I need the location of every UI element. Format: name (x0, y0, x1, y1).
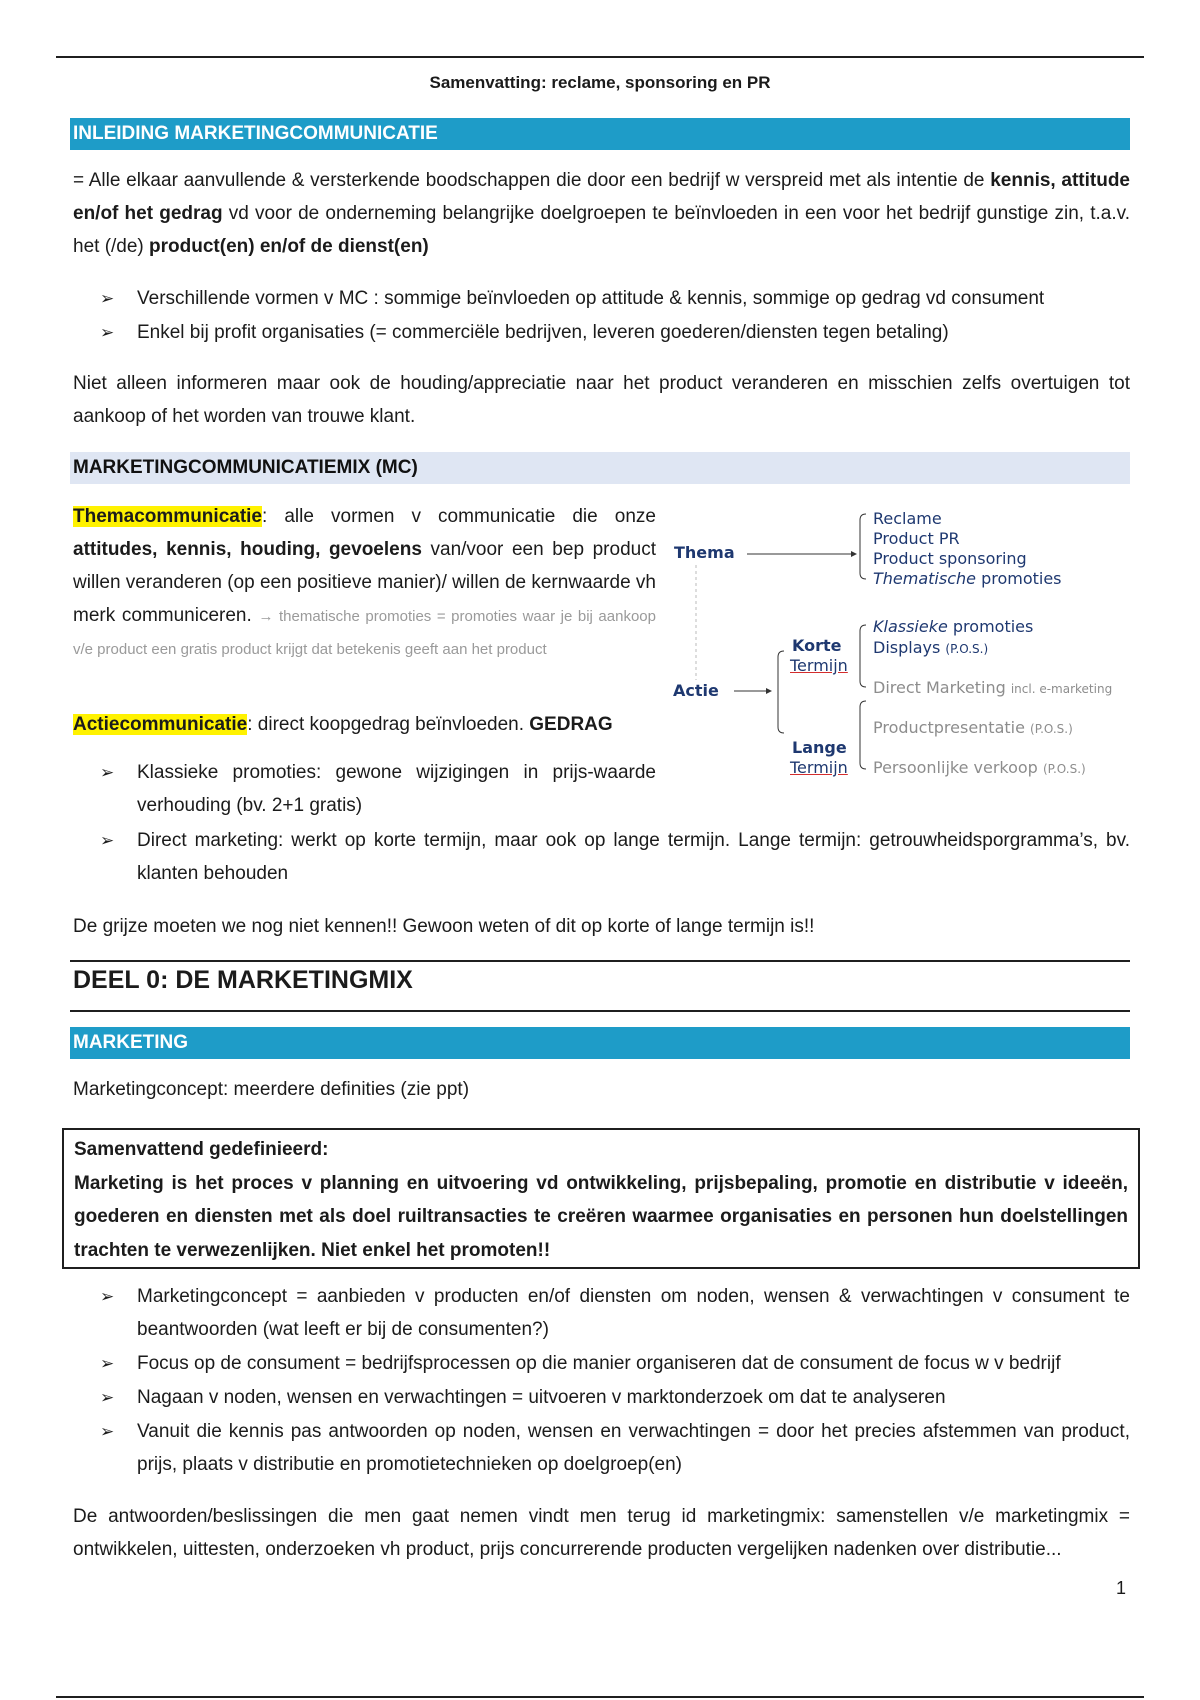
diagram-item-reclame: Reclame (873, 509, 942, 528)
list-item: ➢ Klassieke promoties: gewone wijzigingen in prijs-waarde verhouding (bv. 2+1 gratis) (100, 756, 656, 822)
top-rule (56, 56, 1144, 58)
list-item: ➢ Marketingconcept = aanbieden v producten en/of diensten om noden, wensen & verwachtingen v consument te beantwoorden (wat leeft er bij de consumenten?) (100, 1280, 1130, 1346)
definition-box-text: Marketing is het proces v planning en uitvoering vd ontwikkeling, prijsbepaling, promotie en distributie v ideeën, goederen en diensten met als doel ruiltransacties te creëren waarmee organisaties en personen hun doelstellingen trachten te verwezenlijken. Niet enkel het promoten!! (74, 1172, 1128, 1261)
arrowhead-bullet-icon: ➢ (100, 1354, 115, 1373)
section-heading-mc-mix: MARKETINGCOMMUNICATIEMIX (MC) (70, 452, 1130, 484)
part-rule-bottom (70, 1010, 1130, 1012)
definition-paragraph (73, 164, 1130, 263)
diagram-item-klassieke-promoties: Klassieke promoties (873, 617, 1034, 636)
part-title: DEEL 0: DE MARKETINGMIX (73, 966, 413, 994)
marketing-bullet-list (100, 1280, 1130, 1482)
actie-bullet-list-1 (100, 756, 656, 823)
list-item: ➢ Enkel bij profit organisaties (= commerciële bedrijven, leveren goederen/diensten tegen betaling) (100, 316, 1130, 349)
arrowhead-bullet-icon: ➢ (100, 1287, 115, 1306)
diagram-item-direct-marketing: Direct Marketing incl. e-marketing (873, 678, 1113, 697)
arrowhead-bullet-icon: ➢ (100, 763, 115, 782)
list-item: ➢ Nagaan v noden, wensen en verwachtingen = uitvoeren v marktonderzoek om dat te analyseren (100, 1381, 1130, 1414)
grey-note-paragraph: De grijze moeten we nog niet kennen!! Gewoon weten of dit op korte of lange termijn is!! (73, 916, 815, 937)
diagram-node-thema: Thema (674, 543, 735, 562)
definition-bold-product: product(en) en/of de dienst(en) (149, 236, 429, 257)
diagram-item-product-sponsoring: Product sponsoring (873, 549, 1027, 568)
thema-term: Themacommunicatie (73, 506, 262, 527)
actie-bullet-list-2 (100, 824, 1130, 891)
list-item: ➢ Focus op de consument = bedrijfsprocessen op die manier organiseren dat de consument de focus w v bedrijf (100, 1347, 1130, 1380)
definition-bold-kennis: kennis, attitude en/of het gedrag (73, 170, 1131, 224)
arrowhead-bullet-icon: ➢ (100, 1422, 115, 1441)
bottom-rule (56, 1696, 1144, 1698)
definition-box (62, 1128, 1140, 1269)
definition-box-title: Samenvattend gedefinieerd: (74, 1139, 329, 1160)
diagram-node-lange: Lange (792, 738, 847, 757)
actie-term: Actiecommunicatie (73, 714, 248, 735)
list-item: ➢ Verschillende vormen v MC : sommige beïnvloeden op attitude & kennis, sommige op gedrag vd consument (100, 282, 1130, 315)
marketing-closing-paragraph: De antwoorden/beslissingen die men gaat nemen vindt men terug id marketingmix: samenstellen v/e marketingmix = ontwikkelen, uittesten, onderzoeken vh product, prijs concurrerende producten vergelijken nadenken over distributie... (73, 1506, 1130, 1560)
part-rule-top (70, 960, 1130, 962)
intro-bullet-list (100, 282, 1130, 350)
arrowhead-bullet-icon: ➢ (100, 1388, 115, 1407)
section-heading-inleiding: INLEIDING MARKETINGCOMMUNICATIE (70, 118, 1130, 150)
definition-text-mid: vd voor de onderneming belangrijke doelgroepen te beïnvloeden in een voor het bedrijf gunstige zin, t.a.v. het (/de) (73, 203, 1130, 257)
mc-mix-diagram (668, 505, 1138, 790)
diagram-node-korte: Korte (792, 636, 842, 655)
actie-paragraph: Actiecommunicatie: direct koopgedrag beïnvloeden. GEDRAG (73, 714, 613, 735)
thema-paragraph: Themacommunicatie: alle vormen v communicatie die onze attitudes, kennis, houding, gevoelens van/voor een bep product willen veranderen (op een positieve manier)/ willen de kernwaarde vh merk communiceren. → thematische promoties = promoties waar je bij aankoop v/e product een gratis product krijgt dat betekenis geeft aan het product (73, 506, 656, 658)
arrowhead-bullet-icon: ➢ (100, 289, 115, 308)
section-heading-marketing: MARKETING (70, 1027, 1130, 1059)
arrowhead-bullet-icon: ➢ (100, 323, 115, 342)
diagram-node-actie: Actie (673, 681, 719, 700)
diagram-item-displays: Displays (P.O.S.) (873, 638, 989, 657)
list-item: ➢ Vanuit die kennis pas antwoorden op noden, wensen en verwachtingen = door het precies afstemmen van product, prijs, plaats v distributie en promotietechnieken op doelgroep(en) (100, 1415, 1130, 1481)
list-item: ➢ Direct marketing: werkt op korte termijn, maar ook op lange termijn. Lange termijn: getrouwheidsporgramma’s, bv. klanten behouden (100, 824, 1130, 890)
marketing-intro: Marketingconcept: meerdere definities (zie ppt) (73, 1079, 470, 1100)
intro-closing-paragraph: Niet alleen informeren maar ook de houding/appreciatie naar het product veranderen en misschien zelfs overtuigen tot aankoop of het worden van trouwe klant. (73, 373, 1130, 427)
diagram-item-productpresentatie: Productpresentatie (P.O.S.) (873, 718, 1073, 737)
page-number: 1 (1115, 1578, 1126, 1598)
diagram-node-lange-termijn: Termijn (790, 758, 848, 777)
thema-grey-note: → thematische promoties = promoties waar je bij aankoop v/e product een gratis product krijgt dat betekenis geeft aan het product (73, 608, 656, 658)
diagram-item-persoonlijke-verkoop: Persoonlijke verkoop (P.O.S.) (873, 758, 1086, 777)
document-title: Samenvatting: reclame, sponsoring en PR (429, 73, 771, 92)
arrowhead-bullet-icon: ➢ (100, 831, 115, 850)
definition-text-start: = Alle elkaar aanvullende & versterkende boodschappen die door een bedrijf w verspreid met als intentie de (73, 170, 991, 191)
diagram-node-korte-termijn: Termijn (790, 656, 848, 675)
diagram-item-thematische-promoties: Thematische promoties (873, 569, 1062, 588)
diagram-item-product-pr: Product PR (873, 529, 960, 548)
